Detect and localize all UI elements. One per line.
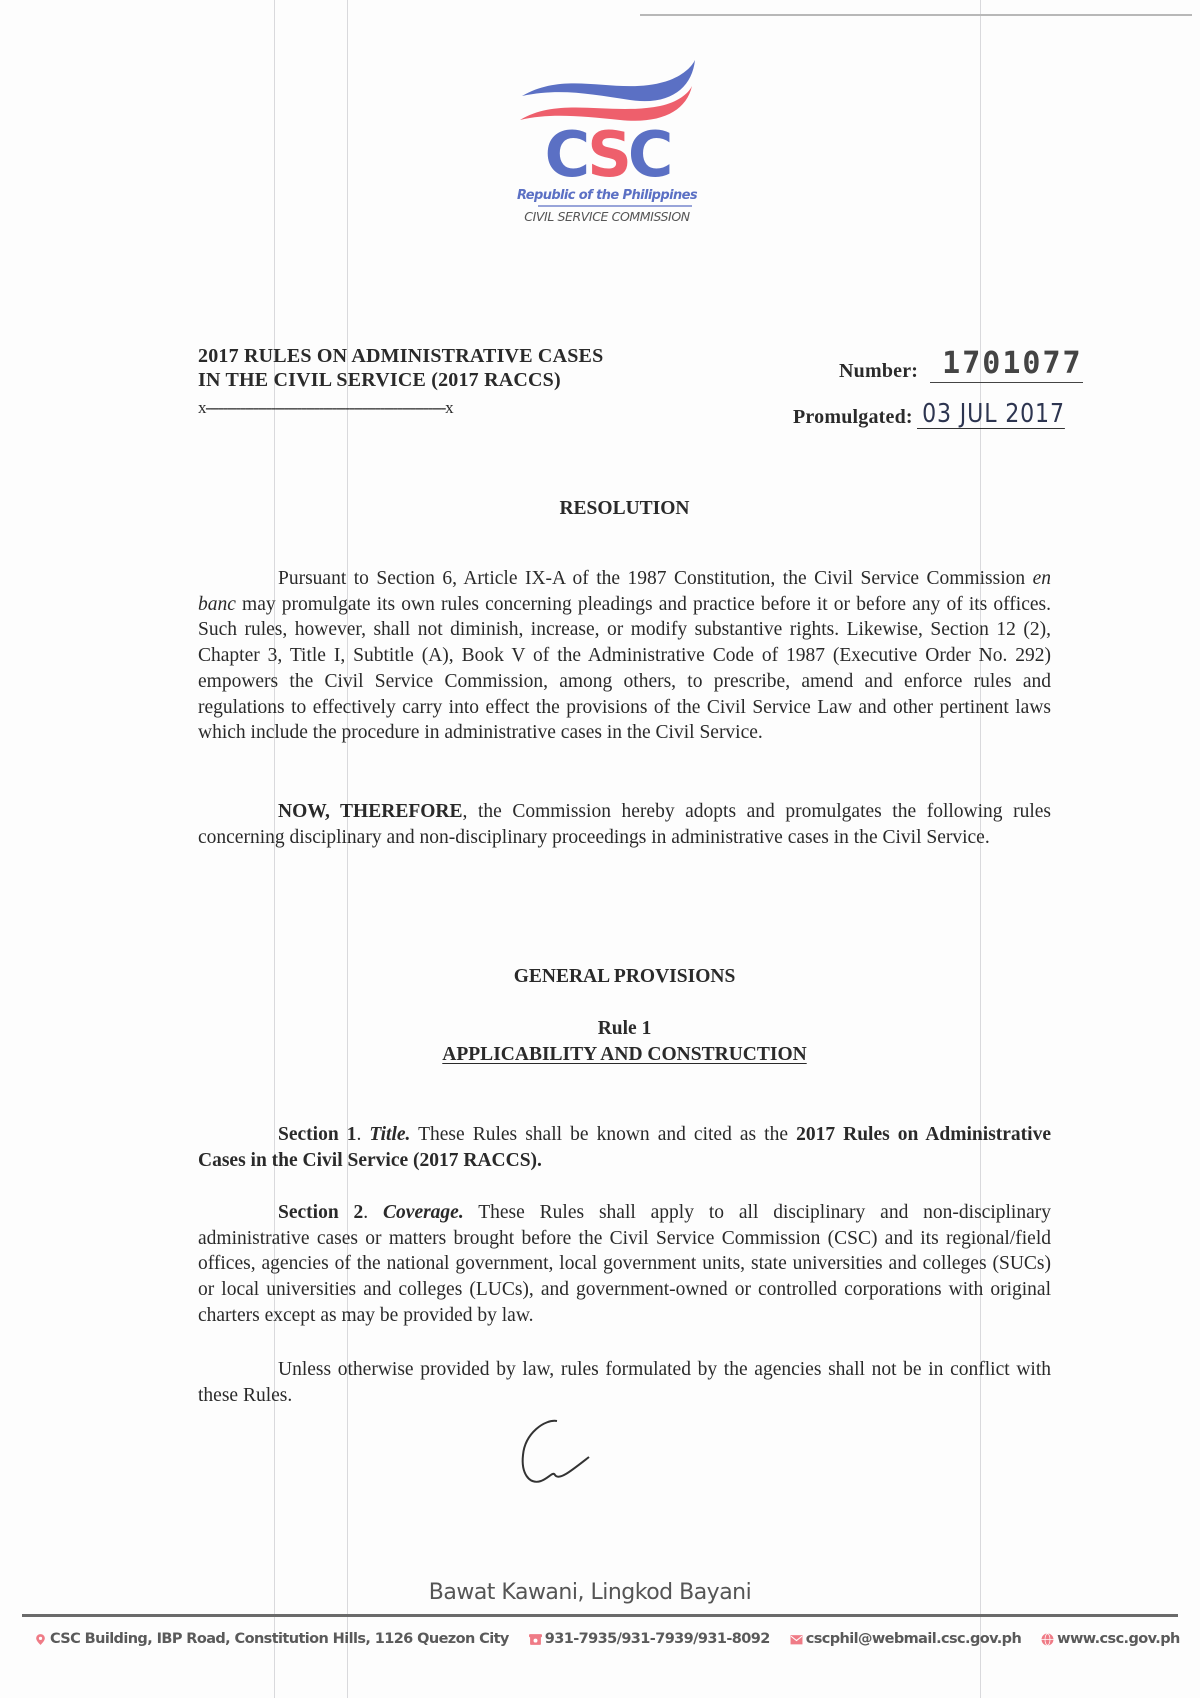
promulgated-value: 03 JUL 2017 [917, 400, 1065, 429]
logo-line1: Republic of the Philippines [517, 188, 697, 203]
scan-top-line [640, 14, 1192, 16]
now-therefore-paragraph [198, 799, 1051, 850]
phone-icon [529, 1633, 542, 1646]
document-title [198, 344, 603, 420]
text-bold: 2017 Rules on Administrative Cases in the Civil Service (2017 RACCS). [198, 1124, 1052, 1171]
text: These Rules shall be known and cited as the [410, 1124, 797, 1145]
text: . [356, 1124, 370, 1145]
general-provisions-heading: GENERAL PROVISIONS [513, 966, 736, 987]
section-1 [198, 1122, 1051, 1173]
phone-text: 931-7935/931-7939/931-8092 [544, 1631, 770, 1647]
number-value: 1701077 [930, 349, 1082, 383]
footer-motto: Bawat Kawani, Lingkod Bayani [428, 1580, 752, 1605]
title-line-2: IN THE CIVIL SERVICE (2017 RACCS) [198, 369, 561, 391]
promulgated-date [793, 400, 1091, 429]
signature-initial [515, 1415, 595, 1495]
address-text: CSC Building, IBP Road, Constitution Hills, 1126 Quezon City [50, 1631, 509, 1647]
section-title: Coverage. [383, 1202, 464, 1223]
resolution-number [839, 346, 1083, 383]
text: These Rules shall apply to all disciplinary and non-disciplinary administrative cases or matters brought before the Civil Service Commission (CSC) and its regional/field offices, agencies of the national government, local government units, state universities and colleges (SUCs) or local universities and colleges (LUCs), and government-owned or controlled corporations with original charters except as may be provided by law. [198, 1202, 1051, 1326]
rule-number: Rule 1 [597, 1018, 652, 1039]
email-icon [790, 1633, 803, 1646]
title-separator: x-------------------------------------------------------x [198, 398, 453, 417]
globe-icon [1041, 1633, 1054, 1646]
footer-contact [34, 1631, 1200, 1647]
text: Pursuant to Section 6, Article IX-A of the 1987 Constitution, the Civil Service Commission [278, 568, 1033, 589]
logo-line2: CIVIL SERVICE COMMISSION [524, 209, 690, 224]
section-label: Section 1 [278, 1124, 357, 1145]
email-link[interactable]: cscphil@webmail.csc.gov.ph [805, 1631, 1022, 1647]
text: , the Commission hereby adopts and promulgates the following rules concerning disciplinary and non-disciplinary proceedings in administrative cases in the Civil Service. [198, 801, 1052, 848]
csc-logo [510, 58, 705, 238]
number-label: Number: [839, 360, 919, 382]
footer-email[interactable] [790, 1631, 1021, 1647]
preamble-paragraph [198, 566, 1051, 746]
svg-text:CSC: CSC [544, 118, 670, 191]
location-pin-icon [34, 1633, 47, 1646]
footer-website[interactable] [1041, 1631, 1180, 1647]
text-italic: en banc [198, 568, 1051, 615]
conflict-paragraph: Unless otherwise provided by law, rules formulated by the agencies shall not be in conflict with these Rules. [198, 1359, 1051, 1406]
section-title: Title. [369, 1124, 411, 1145]
section-2 [198, 1200, 1051, 1329]
text-bold: NOW, THEREFORE [278, 801, 463, 822]
footer-phone [529, 1631, 770, 1647]
promulgated-label: Promulgated: [793, 406, 913, 428]
section-label: Section 2 [278, 1202, 364, 1223]
title-line-1: 2017 RULES ON ADMINISTRATIVE CASES [198, 345, 604, 367]
website-link[interactable]: www.csc.gov.ph [1057, 1631, 1180, 1647]
text: . [363, 1202, 384, 1223]
footer-divider [22, 1614, 1178, 1617]
footer-address [34, 1631, 509, 1647]
rule-title [198, 1044, 1051, 1066]
text: may promulgate its own rules concerning pleadings and practice before it or before any of its offices. Such rules, however, shall not diminish, increase, or modify substantive rights. Likewise, Section 12 (2), Chapter 3, Title I, Subtitle (A), Book V of the Administrative Code of 1987 (Executive Order No. 292) empowers the Civil Service Commission, among others, to prescribe, amend and enforce rules and regulations to effectively carry into effect the provisions of the Civil Service Law and other pertinent laws which include the procedure in administrative cases in the Civil Service. [198, 593, 1051, 744]
rule-title-text: APPLICABILITY AND CONSTRUCTION [442, 1044, 807, 1065]
resolution-heading: RESOLUTION [559, 498, 690, 519]
